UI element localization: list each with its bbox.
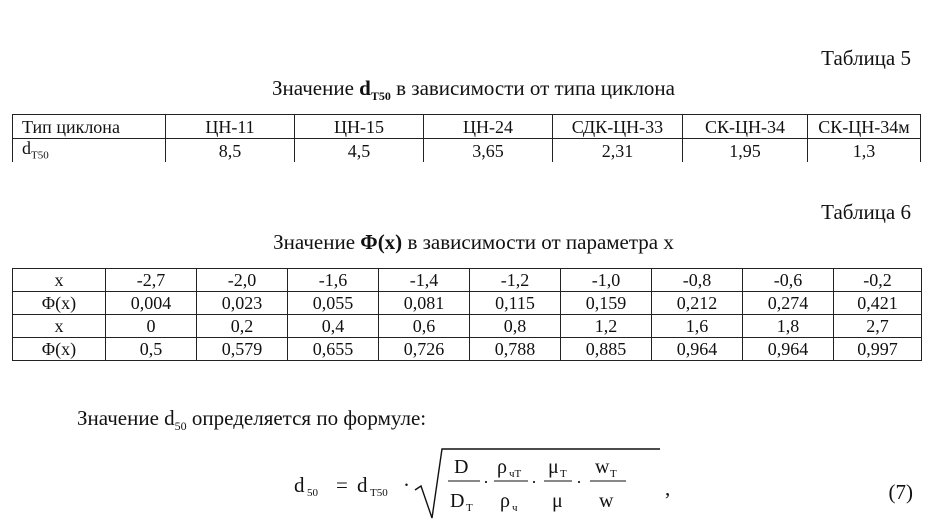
table-cell: 0,2 [197,315,288,338]
table-cell: 1,95 [683,139,808,163]
table-cell: 0,081 [379,292,470,315]
fraction-denominator: μ [552,490,563,512]
table-header-cell: ЦН-24 [424,115,553,139]
formula-dot: · [531,472,537,492]
formula-lhs-sub: 50 [307,487,318,499]
fraction-numerator: μ [548,456,559,478]
table-row-label: Φ(x) [13,292,106,315]
fraction-numerator-sub: T [610,468,617,480]
fraction-denominator: D [450,490,465,512]
table-header-cell: Тип циклона [13,115,166,139]
table-row-label: $d_{T50}$ [13,139,166,163]
formula-coef-sub: T50 [370,487,388,499]
table-header-cell: ЦН-15 [295,115,424,139]
table-cell: -1,2 [470,269,561,292]
table-cell: 0,579 [197,338,288,361]
phi-function-table [12,268,922,361]
fraction-denominator: w [599,490,614,512]
fraction-denominator-sub: ч [512,502,518,514]
table-cell: 0,8 [470,315,561,338]
table-header-cell: СДК-ЦН-33 [553,115,683,139]
table-cell: 0,885 [561,338,652,361]
table-cell: 8,5 [166,139,295,163]
fraction-numerator-sub: T [560,468,567,480]
table-cell: 0,4 [288,315,379,338]
table-cell: 0,055 [288,292,379,315]
table-row-label: Φ(x) [13,338,106,361]
table-6-caption-symbol: Φ(x) [360,230,403,254]
fraction-numerator: ρ [497,456,507,478]
table-cell: -0,8 [652,269,743,292]
formula-graphic [290,440,680,522]
table-cell: 0,115 [470,292,561,315]
table-header-cell: СК-ЦН-34м [808,115,921,139]
table-cell: 0,997 [834,338,922,361]
formula-intro: Значение $d_{50}$ определяется по формуле: [77,406,427,434]
fraction-denominator: ρ [500,490,510,512]
table-header-cell: СК-ЦН-34 [683,115,808,139]
table-cell: 1,3 [808,139,921,163]
table-cell: 0,004 [106,292,197,315]
formula-trailing-comma: , [665,476,671,500]
fraction-numerator: w [595,456,610,478]
table-cell: -2,7 [106,269,197,292]
formula-dot: · [403,473,410,497]
table-cell: -2,0 [197,269,288,292]
table-cell: 1,6 [652,315,743,338]
table-5-caption-tail: в зависимости от типа циклона [390,76,675,100]
table-cell: 0,274 [743,292,834,315]
table-cell: 0 [106,315,197,338]
table-cell: 4,5 [295,139,424,163]
formula-d50 [290,440,680,522]
table-row-label: x [13,269,106,292]
table-cell: 0,788 [470,338,561,361]
table-6-caption-tail: в зависимости от параметра x [402,230,674,254]
table-cell: -1,6 [288,269,379,292]
formula-equals: = [336,473,348,497]
cyclone-type-table [12,114,921,162]
table-6-caption [0,230,947,255]
fraction-numerator: D [454,456,469,478]
table-cell: -1,4 [379,269,470,292]
formula-dot: · [483,472,489,492]
table-cell: -1,0 [561,269,652,292]
fraction-denominator-sub: T [466,502,473,514]
fraction-numerator-sub: чT [509,468,522,480]
table-cell: 0,421 [834,292,922,315]
table-cell: 0,212 [652,292,743,315]
table-cell: 0,6 [379,315,470,338]
table-cell: 3,65 [424,139,553,163]
formula-dot: · [576,472,582,492]
table-row [13,338,922,361]
formula-coef: d [357,473,368,497]
table-header-cell: ЦН-11 [166,115,295,139]
table-cell: 0,726 [379,338,470,361]
table-row [13,315,922,338]
table-cell: -0,6 [743,269,834,292]
table-cell: 2,7 [834,315,922,338]
table-cell: 1,8 [743,315,834,338]
table-cell: -0,2 [834,269,922,292]
table-cell: 1,2 [561,315,652,338]
table-cell: 2,31 [553,139,683,163]
table-cell: 0,964 [652,338,743,361]
table-row [13,115,921,139]
table-row-label: x [13,315,106,338]
table-cell: 0,023 [197,292,288,315]
table-row [13,269,922,292]
table-5-caption [0,76,947,104]
formula-lhs: d [294,473,305,497]
table-5-caption-text: Значение [271,76,360,100]
table-cell: 0,655 [288,338,379,361]
table-row [13,292,922,315]
table-6-label: Таблица 6 [821,200,911,224]
table-5-label: Таблица 5 [821,46,911,70]
table-cell: 0,964 [743,338,834,361]
equation-number: (7) [888,480,913,504]
table-row [13,139,921,163]
table-5-caption-symbol: $d_{T50}$ [359,76,391,104]
table-cell: 0,159 [561,292,652,315]
table-cell: 0,5 [106,338,197,361]
table-6-caption-text: Значение [273,230,361,254]
